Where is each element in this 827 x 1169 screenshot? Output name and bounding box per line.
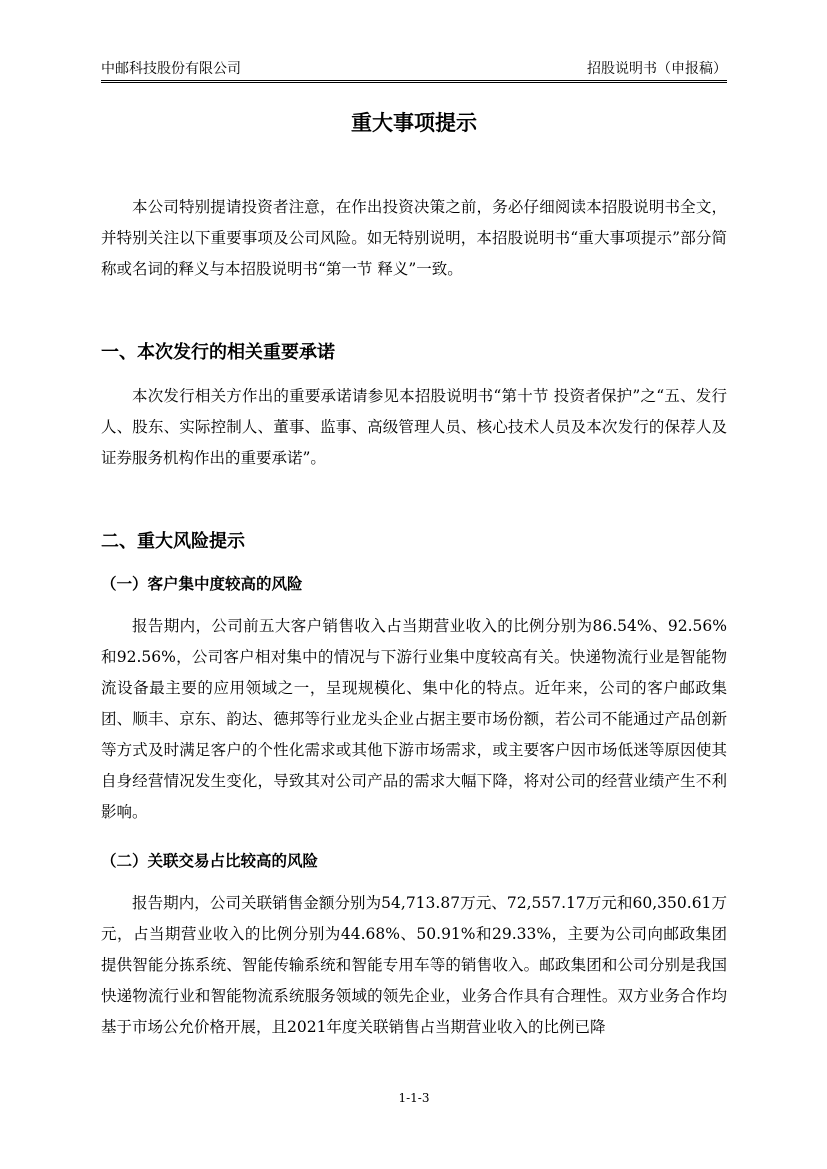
section2-sub2-heading: （二）关联交易占比较高的风险 xyxy=(101,852,319,870)
intro-paragraph: 本公司特别提请投资者注意，在作出投资决策之前，务必仔细阅读本招股说明书全文，并特别关注以下重要事项及公司风险。如无特别说明，本招股说明书“重大事项提示”部分简称或名词的释义与本招股说明书“第一节 释义”一致。 xyxy=(101,198,727,278)
page-header xyxy=(101,58,727,80)
page-number: 1-1-3 xyxy=(398,1091,430,1105)
header-rule xyxy=(101,80,727,81)
header-doc-type: 招股说明书（申报稿） xyxy=(587,61,727,77)
page-title: 重大事项提示 xyxy=(351,111,477,135)
section2-heading: 二、重大风险提示 xyxy=(101,531,245,552)
section2-sub1-body: 报告期内，公司前五大客户销售收入占当期营业收入的比例分别为86.54%、92.56%和92.56%，公司客户相对集中的情况与下游行业集中度较高有关。快递物流行业是智能物流设备最主要的应用领域之一，呈现规模化、集中化的特点。近年来，公司的客户邮政集团、顺丰、京东、韵达、德邦等行业龙头企业占据主要市场份额，若公司不能通过产品创新等方式及时满足客户的个性化需求或其他下游市场需求，或主要客户因市场低迷等原因使其自身经营情况发生变化，导致其对公司产品的需求大幅下降，将对公司的经营业绩产生不利影响。 xyxy=(101,617,727,821)
section2-sub2-body: 报告期内，公司关联销售金额分别为54,713.87万元、72,557.17万元和60,350.61万元，占当期营业收入的比例分别为44.68%、50.91%和29.33%，主要为公司向邮政集团提供智能分拣系统、智能传输系统和智能专用车等的销售收入。邮政集团和公司分别是我国快递物流行业和智能物流系统服务领域的领先企业，业务合作具有合理性。双方业务合作均基于市场公允价格开展，且2021年度关联销售占当期营业收入的比例已降 xyxy=(101,894,727,1036)
header-rule-thin xyxy=(101,82,727,83)
header-company: 中邮科技股份有限公司 xyxy=(101,61,241,77)
section1-heading: 一、本次发行的相关重要承诺 xyxy=(101,342,335,363)
section2-sub1-heading: （一）客户集中度较高的风险 xyxy=(101,575,303,593)
section1-body: 本次发行相关方作出的重要承诺请参见本招股说明书“第十节 投资者保护”之“五、发行人、股东、实际控制人、董事、监事、高级管理人员、核心技术人员及本次发行的保荐人及证券服务机构作出的重要承诺”。 xyxy=(101,387,727,467)
